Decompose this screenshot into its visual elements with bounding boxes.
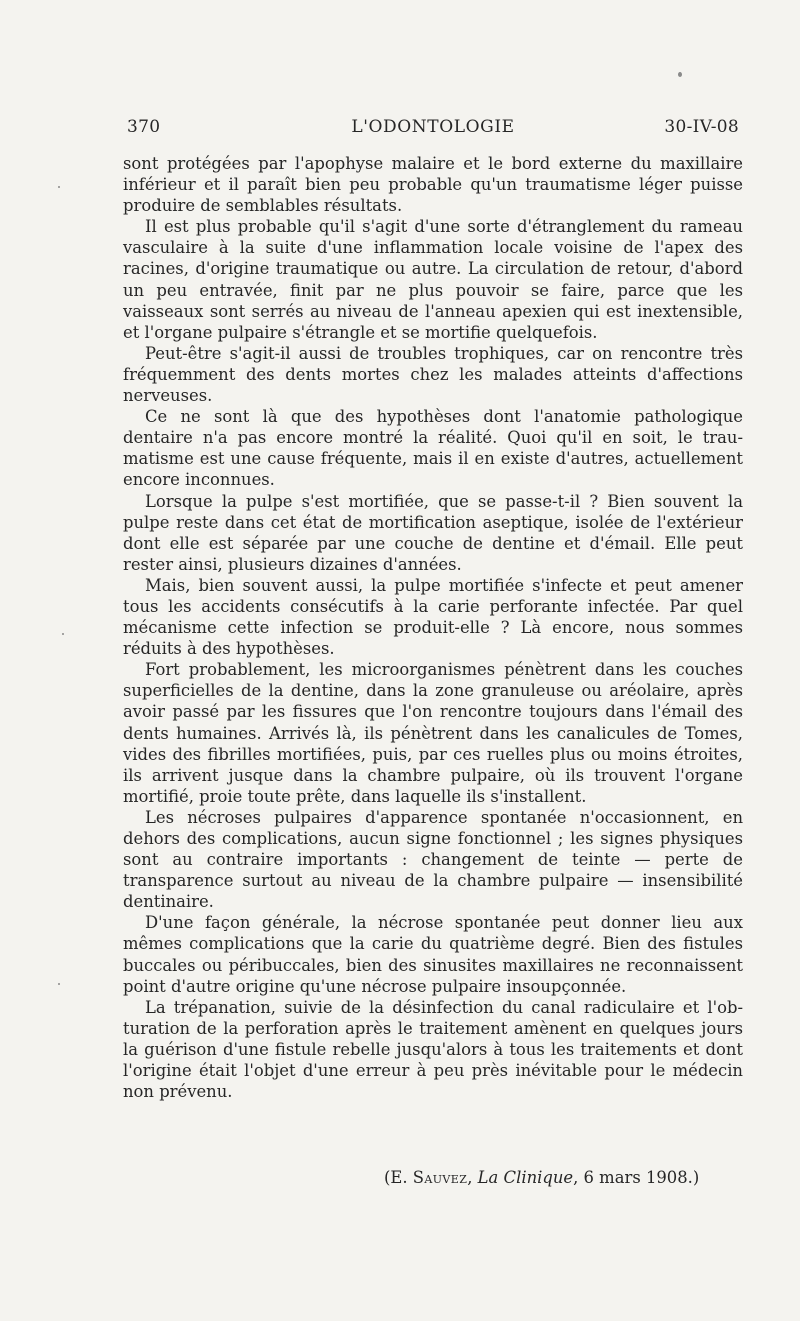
- paper-speck: [58, 186, 60, 188]
- paragraph: Mais, bien souvent aussi, la pulpe mortifiée s'infecte et peut amener tous les accidents consécutifs à la carie perforante infectée. Par quel mécanisme cette infection se produit-elle ? Là encore, nous sommes réduits à des hypothèses.: [123, 575, 743, 659]
- citation-date: , 6 mars 1908.): [573, 1168, 700, 1187]
- paragraph: D'une façon générale, la nécrose spontanée peut donner lieu aux mêmes complications que la carie du quatrième degré. Bien des fistules buccales ou péribuccales, bien des sinusites maxillaires ne reconnaissent point d'autre origine qu'une nécrose pulpaire insoupçonnée.: [123, 913, 743, 996]
- paragraph: Il est plus probable qu'il s'agit d'une sorte d'étranglement du rameau vasculaire à la suite d'une inflammation locale voisine de l'apex des racines, d'origine traumatique ou autre. La circulation de retour, d'abord un peu entravée, finit par ne plus pouvoir se faire, parce que les vaisseaux sont serrés au niveau de l'anneau apexien qui est inextensible, et l'organe pulpaire s'étrangle et se mortifie quelquefois.: [123, 217, 743, 342]
- paragraph: sont protégées par l'apophyse malaire et le bord externe du maxillaire inférieur et il paraît bien peu probable qu'un traumatisme léger puisse produire de semblables résultats.: [123, 154, 743, 216]
- paper-speck: [678, 72, 682, 77]
- paragraph: Ce ne sont là que des hypothèses dont l'anatomie pathologique dentaire n'a pas encore montré la réalité. Quoi qu'il en soit, le traumatisme est une cause fréquente, mais il en existe d'autres, actuellement encore inconnues.: [123, 407, 743, 490]
- page-number: 370: [127, 117, 161, 137]
- citation: [384, 1167, 740, 1188]
- paragraph: Lorsque la pulpe s'est mortifiée, que se passe-t-il ? Bien souvent la pulpe reste dans cet état de mortification aseptique, isolée de l'extérieur dont elle est séparée par une couche de dentine et d'émail. Elle peut rester ainsi, plusieurs dizaines d'années.: [123, 491, 743, 574]
- paper-speck: [58, 983, 60, 985]
- page-header: [127, 117, 739, 145]
- citation-open: (E.: [384, 1168, 413, 1187]
- article-body: [123, 153, 743, 1102]
- issue-date: 30-IV-08: [664, 117, 739, 137]
- paragraph: Les nécroses pulpaires d'apparence spontanée n'occasionnent, en dehors des complications, aucun signe fonctionnel ; les signes physiques sont au contraire importants : changement de teinte — perte de transparence surtout au niveau de la chambre pulpaire — insensibilité dentinaire.: [123, 807, 743, 912]
- paragraph: La trépanation, suivie de la désinfection du canal radiculaire et l'obturation de la perforation après le traitement amènent en quelques jours la guérison d'une fistule rebelle jusqu'alors à tous les traitements et dont l'origine était l'objet d'une erreur à peu près inévitable pour le médecin non prévenu.: [123, 997, 743, 1102]
- paragraph: Peut-être s'agit-il aussi de troubles trophiques, car on rencontre très fréquemment des dents mortes chez les malades atteints d'affections nerveuses.: [123, 343, 743, 406]
- citation-author: Sauvez: [412, 1168, 468, 1187]
- running-title: L'ODONTOLOGIE: [351, 117, 515, 137]
- citation-separator: ,: [467, 1168, 478, 1187]
- paragraph: Fort probablement, les microorganismes pénètrent dans les couches superficielles de la dentine, dans la zone granuleuse ou aréolaire, après avoir passé par les fissures que l'on rencontre toujours dans l'émail des dents humaines. Arrivés là, ils pénètrent dans les canalicules de Tomes, vides des fibrilles mortifiées, puis, par ces ruelles plus ou moins étroites, ils arrivent jusque dans la chambre pulpaire, où ils trouvent l'organe mortifié, proie toute prête, dans laquelle ils s'installent.: [123, 660, 743, 806]
- paper-speck: [62, 633, 64, 635]
- citation-journal: La Clinique: [477, 1168, 574, 1187]
